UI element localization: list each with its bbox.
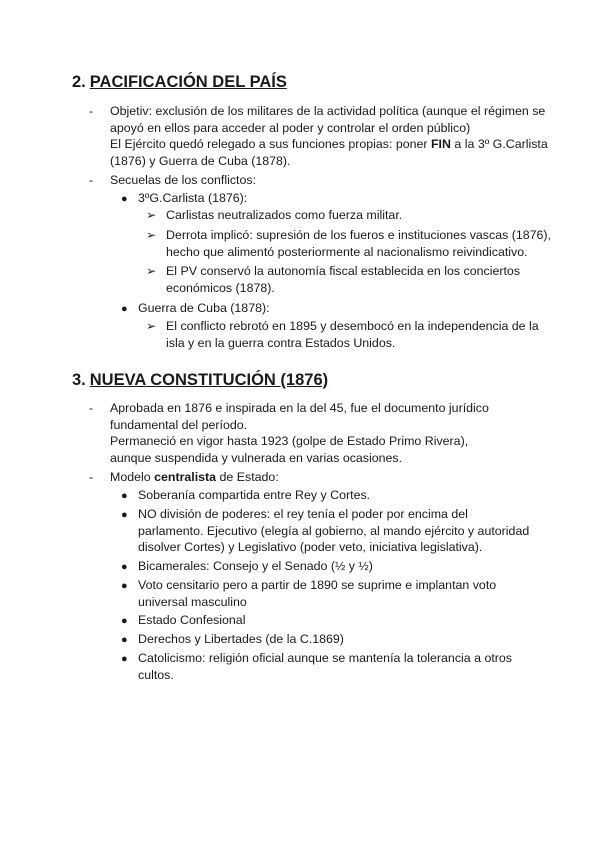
paragraph-text: Objetiv: exclusión de los militares de la actividad política (aunque el régimen se apoyó en ellos para acceder al poder y controlar el orden público) [110,104,546,135]
bold-text: centralista [154,470,217,484]
section-title: NUEVA CONSTITUCIÓN (1876) [89,371,329,389]
list-item: Carlistas neutralizados como fuerza militar. [166,208,403,222]
paragraph-text: Aprobada en 1876 e inspirada en la del 45, fue el documento jurídico fundamental del período. [110,401,489,432]
list-item: NO división de poderes: el rey tenía el poder por encima del parlamento. Ejecutivo (elegía al gobierno, al mando ejército y autoridad disolver Cortes) y Legislativo (poder veto, iniciativa legislativa). [138,507,530,555]
dash-marker: - [89,104,94,118]
arrow-marker: ➢ [146,208,157,222]
paragraph-text [110,136,550,169]
paragraph-text: Permaneció en vigor hasta 1923 (golpe de Estado Primo Rivera), aunque suspendida y vulnerada en varias ocasiones. [110,434,469,465]
list-item [110,103,550,169]
section-number: 2. [72,73,86,91]
text-run: Modelo [110,470,155,484]
list-item: Derechos y Libertades (de la C.1869) [138,632,344,646]
list-item [110,469,550,486]
bullet-marker: ● [121,580,128,592]
bullet-marker: ● [121,303,128,315]
list-item: El PV conservó la autonomía fiscal establecida en los conciertos económicos (1878). [166,264,521,295]
text-run: El Ejército quedó relegado a sus funciones propias: poner [110,137,431,152]
bullet-marker: ● [121,561,128,573]
dash-marker: - [89,173,94,187]
bullet-marker: ● [121,653,128,665]
bullet-marker: ● [121,634,128,646]
list-item: El conflicto rebrotó en 1895 y desembocó en la independencia de la isla y en la guerra contra Estados Unidos. [166,319,539,350]
list-item [110,400,510,466]
arrow-marker: ➢ [146,228,157,242]
list-item: Guerra de Cuba (1878): [138,301,270,315]
list-item: Secuelas de los conflictos: [110,173,257,187]
section-heading-3 [72,370,328,390]
text-run: a la 3º G.Carlista (1876) y Guerra de Cuba (1878). [110,137,548,168]
bold-text: FIN [430,137,451,152]
section-number: 3. [72,371,86,389]
list-item: Catolicismo: religión oficial aunque se mantenía la tolerancia a otros cultos. [138,651,512,682]
list-item: 3ºG.Carlista (1876): [138,191,248,205]
section-heading-2 [72,72,287,92]
bullet-marker: ● [121,509,128,521]
list-item: Soberanía compartida entre Rey y Cortes. [138,488,371,502]
text-run: de Estado: [216,470,279,484]
dash-marker: - [89,470,94,484]
list-item: Bicamerales: Consejo y el Senado (½ y ½) [138,559,373,573]
bullet-marker: ● [121,615,128,627]
section-title: PACIFICACIÓN DEL PAÍS [89,73,287,91]
list-item: Voto censitario pero a partir de 1890 se suprime e implantan voto universal masculino [138,578,497,609]
dash-marker: - [89,401,94,415]
arrow-marker: ➢ [146,319,157,333]
list-item: Derrota implicó: supresión de los fueros e instituciones vascas (1876), hecho que alimentó posteriormente al nacionalismo reivindicativo. [166,228,551,259]
bullet-marker: ● [121,193,128,205]
list-item: Estado Confesional [138,613,246,627]
arrow-marker: ➢ [146,264,157,278]
bullet-marker: ● [121,490,128,502]
